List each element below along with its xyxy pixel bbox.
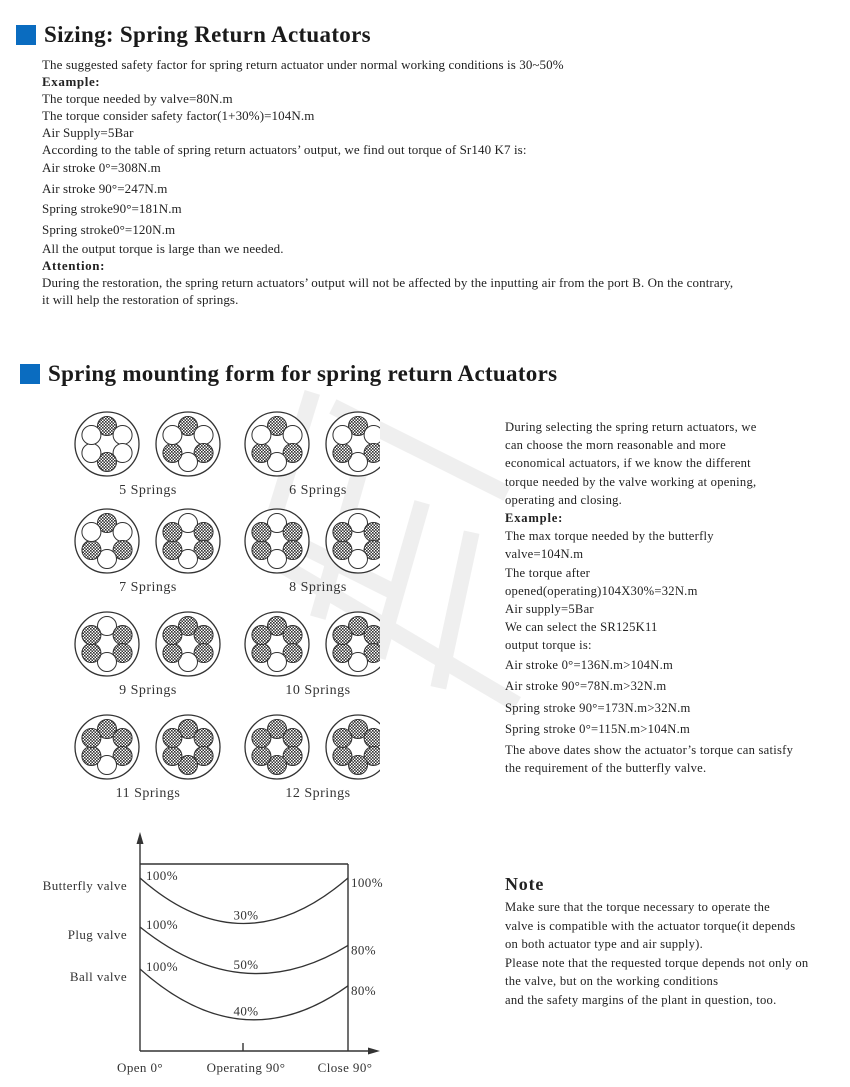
spring-filled <box>364 523 380 542</box>
text-line: The above dates show the actuator’s torque can satisfy <box>505 742 794 757</box>
spring-filled <box>252 729 271 748</box>
text-line: Spring stroke90°=181N.m <box>42 201 182 216</box>
section-marker-icon <box>16 25 36 45</box>
spring-filled <box>163 747 182 766</box>
spring-filled <box>364 729 380 748</box>
x-tick-label: Close 90° <box>317 1060 373 1075</box>
data-label-close: 100% <box>351 875 383 890</box>
spring-housing-right <box>326 612 380 676</box>
text-line: Air Supply=5Bar <box>42 125 134 140</box>
spring-form-5-springs <box>75 412 220 498</box>
spring-empty <box>113 426 132 445</box>
spring-filled <box>283 729 302 748</box>
spring-count-label: 8 Springs <box>289 580 347 595</box>
data-label-close: 80% <box>351 982 377 998</box>
spring-housing-right <box>326 412 380 476</box>
data-label-close: 80% <box>351 942 377 958</box>
y-axis-arrow-icon <box>137 832 144 844</box>
spring-filled <box>163 626 182 645</box>
text-line: The torque consider safety factor(1+30%)=104N.m <box>42 108 315 123</box>
spring-empty <box>82 523 101 542</box>
note-line: Make sure that the torque necessary to operate the <box>505 900 770 914</box>
note-block <box>505 874 808 1010</box>
text-line: Air stroke 0°=308N.m <box>42 160 161 175</box>
spring-count-label: 7 Springs <box>119 580 177 595</box>
spring-filled <box>252 626 271 645</box>
spring-housing-right <box>326 715 380 779</box>
text-line: can choose the morn reasonable and more <box>505 438 726 453</box>
series-name-label: Ball valve <box>69 969 127 984</box>
text-line: it will help the restoration of springs. <box>42 292 239 307</box>
valve-torque-chart <box>0 820 480 1087</box>
spring-form-6-springs <box>245 412 380 498</box>
spring-empty <box>333 426 352 445</box>
data-label-operating: 50% <box>233 957 259 972</box>
text-line: The suggested safety factor for spring return actuator under normal working conditions is 30~50% <box>42 57 564 72</box>
spring-form-10-springs <box>245 612 380 698</box>
note-line: Please note that the requested torque depends not only on <box>505 955 809 970</box>
x-axis-arrow-icon <box>368 1048 380 1055</box>
text-line: The torque after <box>505 565 591 580</box>
spring-housing-left <box>75 509 139 573</box>
spring-count-label: 12 Springs <box>285 786 351 801</box>
spring-filled <box>82 644 101 663</box>
spring-housing-left <box>245 412 309 476</box>
spring-filled <box>194 523 213 542</box>
text-line: opened(operating)104X30%=32N.m <box>505 583 698 598</box>
spring-filled <box>82 541 101 560</box>
note-line: valve is compatible with the actuator torque(it depends <box>505 918 796 933</box>
spring-form-12-springs <box>245 715 380 801</box>
note-line: the valve, but on the working conditions <box>505 974 719 989</box>
data-label-open: 100% <box>146 917 178 932</box>
note-line: on both actuator type and air supply). <box>505 937 704 952</box>
spring-filled <box>252 444 271 463</box>
spring-form-8-springs <box>245 509 380 595</box>
spring-housing-left <box>75 412 139 476</box>
series-name-label: Plug valve <box>67 927 127 942</box>
spring-form-7-springs <box>75 509 220 595</box>
example-heading: Example: <box>42 74 101 89</box>
sizing-body <box>42 56 733 308</box>
spring-filled <box>333 541 352 560</box>
spring-filled <box>163 444 182 463</box>
spring-filled <box>194 626 213 645</box>
spring-filled <box>163 541 182 560</box>
text-line: the requirement of the butterfly valve. <box>505 760 707 775</box>
section-mounting-header <box>20 361 557 387</box>
spring-housing-left <box>75 612 139 676</box>
section-marker-icon <box>20 364 40 384</box>
mounting-explanation <box>505 418 793 777</box>
spring-count-label: 5 Springs <box>119 483 177 498</box>
spring-filled <box>252 644 271 663</box>
spring-empty <box>82 426 101 445</box>
spring-filled <box>82 729 101 748</box>
text-line: Air stroke 0°=136N.m>104N.m <box>505 657 674 672</box>
data-label-operating: 40% <box>233 1003 259 1019</box>
text-line: All the output torque is large than we needed. <box>42 241 284 256</box>
spring-filled <box>333 747 352 766</box>
text-line: operating and closing. <box>505 492 623 507</box>
spring-form-11-springs <box>75 715 220 801</box>
spring-empty <box>252 426 271 445</box>
spring-filled <box>283 626 302 645</box>
spring-form-9-springs <box>75 612 220 698</box>
spring-housing-left <box>245 509 309 573</box>
series-name-label: Butterfly valve <box>42 878 127 893</box>
text-line: According to the table of spring return actuators’ output, we find out torque of Sr140 K7 is: <box>42 142 527 157</box>
text-line: During the restoration, the spring return actuators’ output will not be affected by the inputting air from the port B. On the contrary, <box>42 275 734 290</box>
data-label-open: 100% <box>146 868 178 883</box>
text-line: Air supply=5Bar <box>505 602 594 617</box>
spring-empty <box>113 523 132 542</box>
data-label-open: 100% <box>146 959 178 974</box>
spring-filled <box>252 747 271 766</box>
text-line: Spring stroke 0°=115N.m>104N.m <box>505 722 691 737</box>
spring-empty <box>163 426 182 445</box>
text-line: Spring stroke0°=120N.m <box>42 221 176 237</box>
spring-filled <box>333 644 352 663</box>
spring-housing-left <box>75 715 139 779</box>
spring-empty <box>364 426 380 445</box>
spring-filled <box>194 729 213 748</box>
text-line: economical actuators, if we know the different <box>505 456 751 471</box>
spring-filled <box>163 523 182 542</box>
spring-empty <box>283 426 302 445</box>
text-line: We can select the SR125K11 <box>505 620 658 635</box>
spring-filled <box>113 626 132 645</box>
text-line: Air stroke 90°=247N.m <box>42 180 168 196</box>
spring-filled <box>163 644 182 663</box>
spring-filled <box>333 626 352 645</box>
spring-count-label: 11 Springs <box>115 786 181 801</box>
text-line: valve=104N.m <box>505 547 584 562</box>
data-label-operating: 30% <box>233 907 259 923</box>
spring-filled <box>82 747 101 766</box>
spring-filled <box>364 626 380 645</box>
text-line: During selecting the spring return actuators, we <box>505 420 757 434</box>
text-line: The torque needed by valve=80N.m <box>42 91 233 106</box>
spring-housing-right <box>156 509 220 573</box>
text-line: The max torque needed by the butterfly <box>505 529 714 544</box>
spring-count-label: 6 Springs <box>289 483 347 498</box>
spring-empty <box>194 426 213 445</box>
text-line: Spring stroke 90°=173N.m>32N.m <box>505 700 691 715</box>
spring-housing-right <box>156 715 220 779</box>
text-line: torque needed by the valve working at opening, <box>505 474 757 489</box>
spring-housing-right <box>326 509 380 573</box>
section-sizing-header <box>16 22 371 48</box>
spring-filled <box>252 541 271 560</box>
spring-housing-left <box>245 612 309 676</box>
spring-filled <box>252 523 271 542</box>
text-line: output torque is: <box>505 638 592 653</box>
spring-filled <box>163 729 182 748</box>
spring-filled <box>333 444 352 463</box>
spring-count-label: 9 Springs <box>119 683 177 698</box>
note-line: and the safety margins of the plant in question, too. <box>505 992 777 1007</box>
x-tick-label: Open 0° <box>117 1060 163 1075</box>
note-title: Note <box>505 874 545 894</box>
section-title: Sizing: Spring Return Actuators <box>44 22 371 47</box>
section-title: Spring mounting form for spring return Actuators <box>48 361 558 386</box>
spring-filled <box>333 729 352 748</box>
text-line: Air stroke 90°=78N.m>32N.m <box>505 679 667 694</box>
attention-heading: Attention: <box>42 258 106 273</box>
spring-housing-right <box>156 612 220 676</box>
spring-filled <box>283 523 302 542</box>
spring-filled <box>113 729 132 748</box>
spring-housing-right <box>156 412 220 476</box>
spring-filled <box>82 626 101 645</box>
spring-count-label: 10 Springs <box>285 683 351 698</box>
spring-empty <box>82 444 101 463</box>
spring-housing-left <box>245 715 309 779</box>
spring-filled <box>333 523 352 542</box>
example-heading: Example: <box>505 511 564 526</box>
spring-mounting-diagrams <box>60 400 380 810</box>
x-tick-label: Operating 90° <box>206 1060 286 1075</box>
